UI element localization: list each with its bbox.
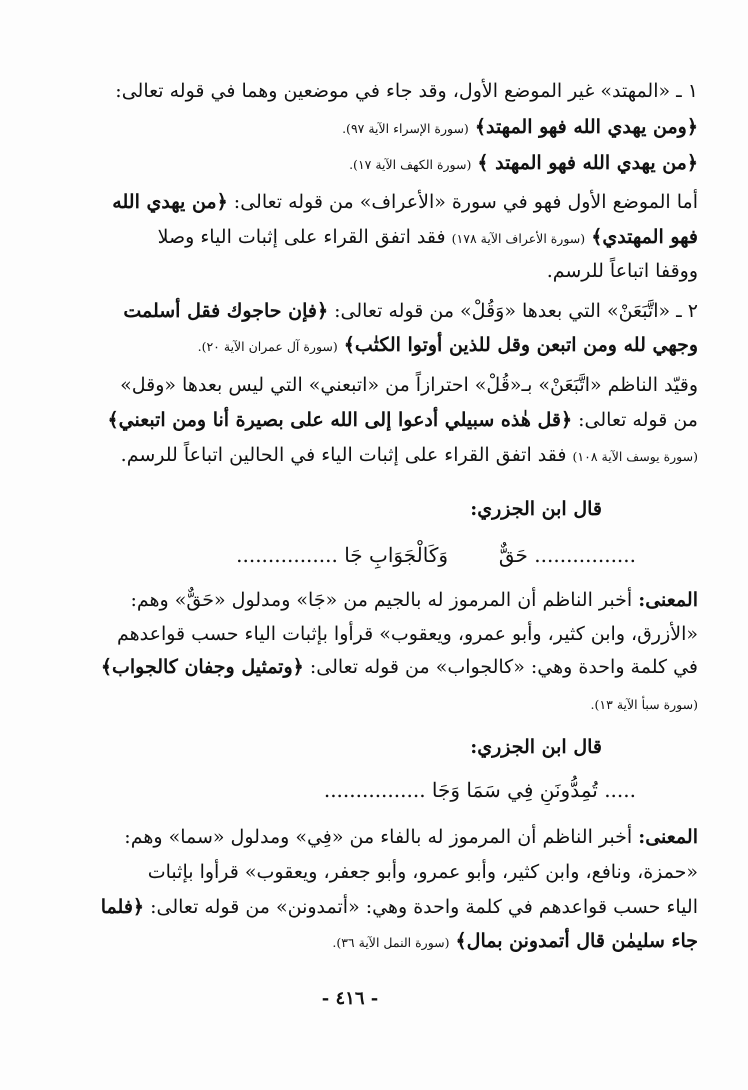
s4-meaning-line-1: المعنى: أخبر الناظم أن المرموز له بالفاء من «فِي» ومدلول «سما» وهم: [124,826,698,848]
s1-para-line-2: فهو المهتدي﴾ (سورة الأعراف الآية ١٧٨) فقد اتفق القراء على إثبات الياء وصلا [157,226,698,248]
s3-verse-line: ................ حَقٌّ وَكَالْجَوَابِ جَا ................ [236,543,636,567]
s2-line-1: ٢ ـ «اتَّبَعَنْ» التي بعدها «وَقُلْ» من قوله تعالى: ﴿فإن حاجوك فقل أسلمت [123,300,698,322]
s3-meaning-line-1: المعنى: أخبر الناظم أن المرموز له بالجيم من «جَا» ومدلول «حَقٌّ» وهم: [130,589,698,611]
s4-heading: قال ابن الجزري: [470,736,602,758]
s4-meaning-line-2: «حمزة، ونافع، وابن كثير، وأبو عمرو، وأبو جعفر، ويعقوب» قرأوا بإثبات [147,861,698,883]
s2-line-3: وقيّد الناظم «اتَّبَعَنْ» بـ«قُلْ» احترازاً من «اتبعني» التي ليس بعدها «وقل» [120,374,698,396]
s1-quote-1: ﴿ومن يهدي الله فهو المهتد﴾ (سورة الإسراء الآية ٩٧). [342,116,698,138]
s1-para-line-3: ووقفا اتباعاً للرسم. [546,260,698,282]
s4-meaning-line-4: جاء سليمٰن قال أتمدونن بمال﴾ (سورة النمل الآية ٣٦). [332,930,698,952]
s3-heading: قال ابن الجزري: [470,498,602,520]
page-number: - ٤١٦ - [321,988,379,1009]
s3-meaning-line-3: في كلمة واحدة وهي: «كالجواب» من قوله تعالى: ﴿وتمثيل وجفان كالجواب﴾ [100,656,698,678]
s1-para-line-1: أما الموضع الأول فهو في سورة «الأعراف» من قوله تعالى: ﴿من يهدي الله [112,191,698,213]
s1-quote-2: ﴿من يهدي الله فهو المهتد ﴾ (سورة الكهف الآية ١٧). [349,152,698,174]
s3-meaning-line-4: (سورة سبأ الآية ١٣). [590,697,698,712]
s2-line-4: من قوله تعالى: ﴿قل هٰذه سبيلي أدعوا إلى الله على بصيرة أنا ومن اتبعني﴾ [107,409,698,431]
s4-verse-line: ..... تُمِدُّونَنِ فِي سَمَا وَجَا ................ [323,778,636,802]
s4-meaning-line-3: الياء حسب قواعدهم في كلمة واحدة وهي: «أتمدونن» من قوله تعالى: ﴿فلما [100,896,698,918]
s2-line-2: وجهي لله ومن اتبعن وقل للذين أوتوا الكتٰب﴾ (سورة آل عمران الآية ٢٠). [197,334,698,356]
s3-meaning-line-2: «الأزرق، وابن كثير، وأبو عمرو، ويعقوب» قرأوا بإثبات الياء حسب قواعدهم [116,623,698,645]
s2-line-5: (سورة يوسف الآية ١٠٨) فقد اتفق القراء على إثبات الياء في الحالين اتباعاً للرسم. [120,444,698,466]
s1-line-1: ١ ـ «المهتد» غير الموضع الأول، وقد جاء في موضعين وهما في قوله تعالى: [115,80,698,102]
